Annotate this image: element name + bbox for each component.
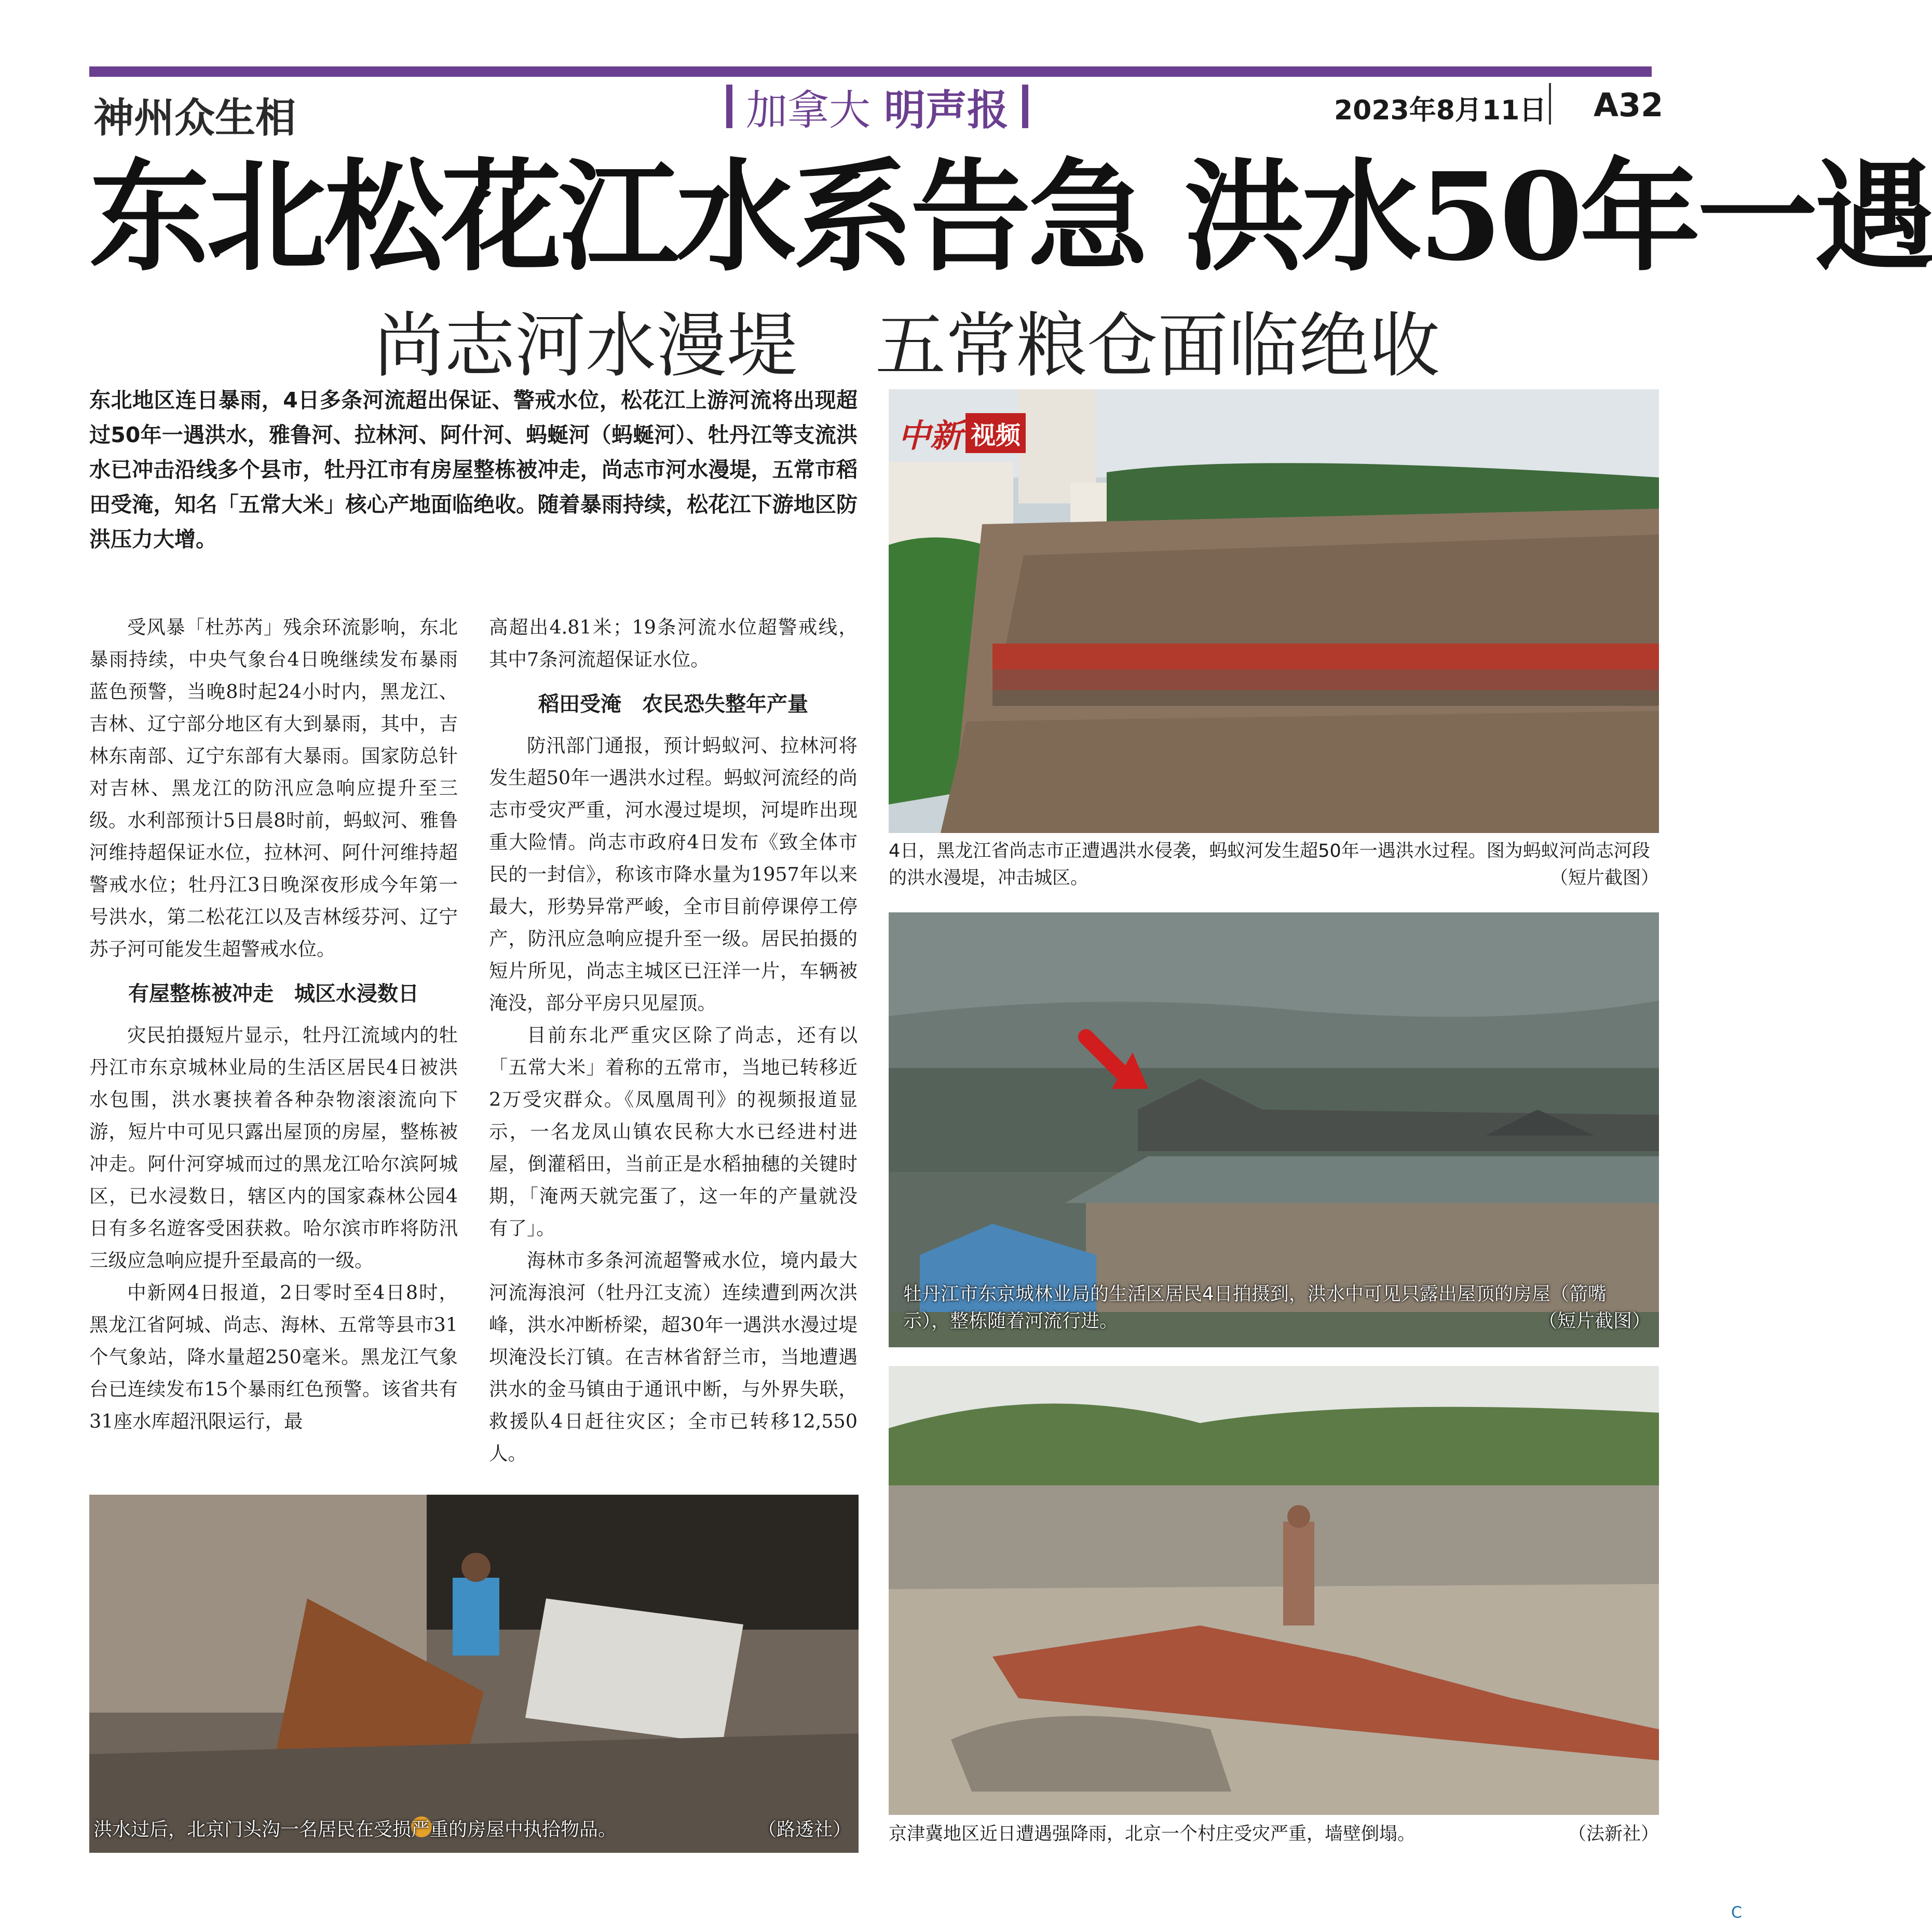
section-title: 神州众生相 — [93, 94, 296, 142]
top-rule — [89, 66, 1652, 77]
damaged-house-illustration — [89, 1495, 859, 1853]
col1-paragraph-3: 中新网4日报道，2日零时至4日8时，黑龙江省阿城、尚志、海林、五常等县市31个气象站，降水量超250毫米。黑龙江气象台已连续发布15个暴雨红色预警。该省共有31座水库超汛限运行，最 — [89, 1281, 458, 1432]
issue-date: 2023年8月11日 — [1334, 95, 1547, 126]
col2-paragraph-3: 海林市多条河流超警戒水位，境内最大河流海浪河（牡丹江支流）连续遭到两次洪峰，洪水冲断桥梁，超30年一遇洪水漫过堤坝淹没长汀镇。在吉林省舒兰市，当地遭遇洪水的金马镇由于通讯中断，与外界失联，救援队4日赶往灾区；全市已转移12,550人。 — [489, 1249, 858, 1465]
photo-caption-3 — [889, 1821, 1659, 1848]
headline: 东北松花江水系告急 洪水50年一遇 — [89, 146, 1932, 288]
photo-collapsed-walls — [889, 1366, 1659, 1815]
col1-paragraph-1: 受风暴「杜苏芮」残余环流影响，东北暴雨持续，中央气象台4日晚继续发布暴雨蓝色预警，当晚8时起24小时内，黑龙江、吉林、辽宁部分地区有大到暴雨，其中，吉林东南部、辽宁东部有大暴雨。国家防总针对吉林、黑龙江的防汛应急响应提升至三级。水利部预计5日晨8时前，蚂蚁河、雅鲁河维持超保证水位，拉林河、阿什河维持超警戒水位；牡丹江3日晚深夜形成今年第一号洪水，第二松花江以及吉林绥芬河、辽宁苏子河可能发生超警戒水位。 — [89, 616, 458, 960]
subhead-part-2: 五常粮仓面临绝收 — [875, 305, 1440, 387]
header-divider — [1549, 83, 1551, 125]
caption-1-credit: （短片截图） — [1549, 868, 1659, 889]
col2-subheading: 稻田受淹 农民恐失整年产量 — [538, 692, 808, 716]
page-number: A32 — [1594, 86, 1664, 124]
masthead-text-a: 加拿大 — [746, 86, 870, 134]
article-column-1 — [89, 611, 458, 1438]
caption-3-text: 京津冀地区近日遭遇强降雨，北京一个村庄受灾严重，墙壁倒塌。 — [889, 1824, 1416, 1844]
caption-2-credit: （短片截图） — [1538, 1310, 1651, 1332]
col2-paragraph-1: 防汛部门通报，预计蚂蚁河、拉林河将发生超50年一遇洪水过程。蚂蚁河流经的尚志市受灾严重，河水漫过堤坝，河堤昨出现重大险情。尚志市政府4日发布《致全体市民的一封信》，称该市降水量为1957年以来最大，形势异常严峻，全市目前停课停工停产，防汛应急响应提升至一级。居民拍摄的短片所见，尚志主城区已汪洋一片，车辆被淹没，部分平房只见屋顶。 — [489, 734, 858, 1014]
caption-4-text: 洪水过后，北京门头沟一名居民在受损严重的房屋中执拾物品。 — [93, 1819, 617, 1840]
subheadline — [374, 289, 1440, 390]
caption-3-credit: （法新社） — [1568, 1824, 1659, 1844]
photo-caption-4 — [93, 1816, 851, 1843]
collapsed-walls-illustration — [889, 1366, 1659, 1815]
logo-text-a: 中新 — [898, 417, 963, 455]
lead-paragraph: 东北地区连日暴雨，4日多条河流超出保证、警戒水位，松花江上游河流将出现超过50年一遇洪水，雅鲁河、拉林河、阿什河、蚂蜒河（蚂蜒河）、牡丹江等支流洪水已冲击沿线多个县市，牡丹江市有房屋整栋被冲走，尚志市河水漫堤，五常市稻田受淹，知名「五常大米」核心产地面临绝收。随着暴雨持续，松花江下游地区防洪压力大增。 — [89, 388, 858, 552]
masthead-bar-left — [726, 85, 732, 128]
masthead-text-b: 明声报 — [884, 86, 1009, 134]
col2-paragraph-2: 目前东北严重灾区除了尚志，还有以「五常大米」着称的五常市，当地已转移近2万受灾群众。《凤凰周刊》的视频报道显示，一名龙凤山镇农民称大水已经进村进屋，倒灌稻田，当前正是水稻抽穗的关键时期，「淹两天就完蛋了，这一年的产量就没有了」。 — [489, 1024, 858, 1239]
logo-text-b: 视频 — [965, 413, 1026, 453]
photo-caption-2 — [903, 1281, 1651, 1335]
col1-paragraph-2: 灾民拍摄短片显示，牡丹江流域内的牡丹江市东京城林业局的生活区居民4日被洪水包围，洪水裹挟着各种杂物滚滚流向下游，短片中可见只露出屋顶的房屋，整栋被冲走。阿什河穿城而过的黑龙江哈尔滨阿城区，已水浸数日，辖区内的国家森林公园4日有多名遊客受困获救。哈尔滨市昨将防汛三级应急响应提升至最高的一级。 — [89, 1024, 458, 1272]
masthead-bar-right — [1022, 85, 1028, 128]
caption-1-text: 4日，黑龙江省尚志市正遭遇洪水侵袭，蚂蚁河发生超50年一遇洪水过程。图为蚂蚁河尚志河段的洪水漫堤，冲击城区。 — [889, 841, 1650, 889]
photo-caption-1 — [889, 838, 1659, 892]
col2-paragraph-0: 高超出4.81米；19条河流水位超警戒线，其中7条河流超保证水位。 — [489, 616, 858, 671]
photo-damaged-house — [89, 1495, 859, 1853]
zhongxin-video-logo — [898, 410, 1026, 456]
caption-2-text: 牡丹江市东京城林业局的生活区居民4日拍摄到，洪水中可见只露出屋顶的房屋（箭嘴示），整栋随着河流行进。 — [903, 1283, 1607, 1332]
article-column-2 — [489, 611, 858, 1470]
caption-4-credit: （路透社） — [757, 1819, 851, 1840]
masthead — [711, 78, 1043, 135]
subhead-part-1: 尚志河水漫堤 — [374, 305, 797, 387]
col1-subheading: 有屋整栋被冲走 城区水浸数日 — [128, 981, 419, 1006]
corner-mark: C — [1731, 1904, 1742, 1922]
